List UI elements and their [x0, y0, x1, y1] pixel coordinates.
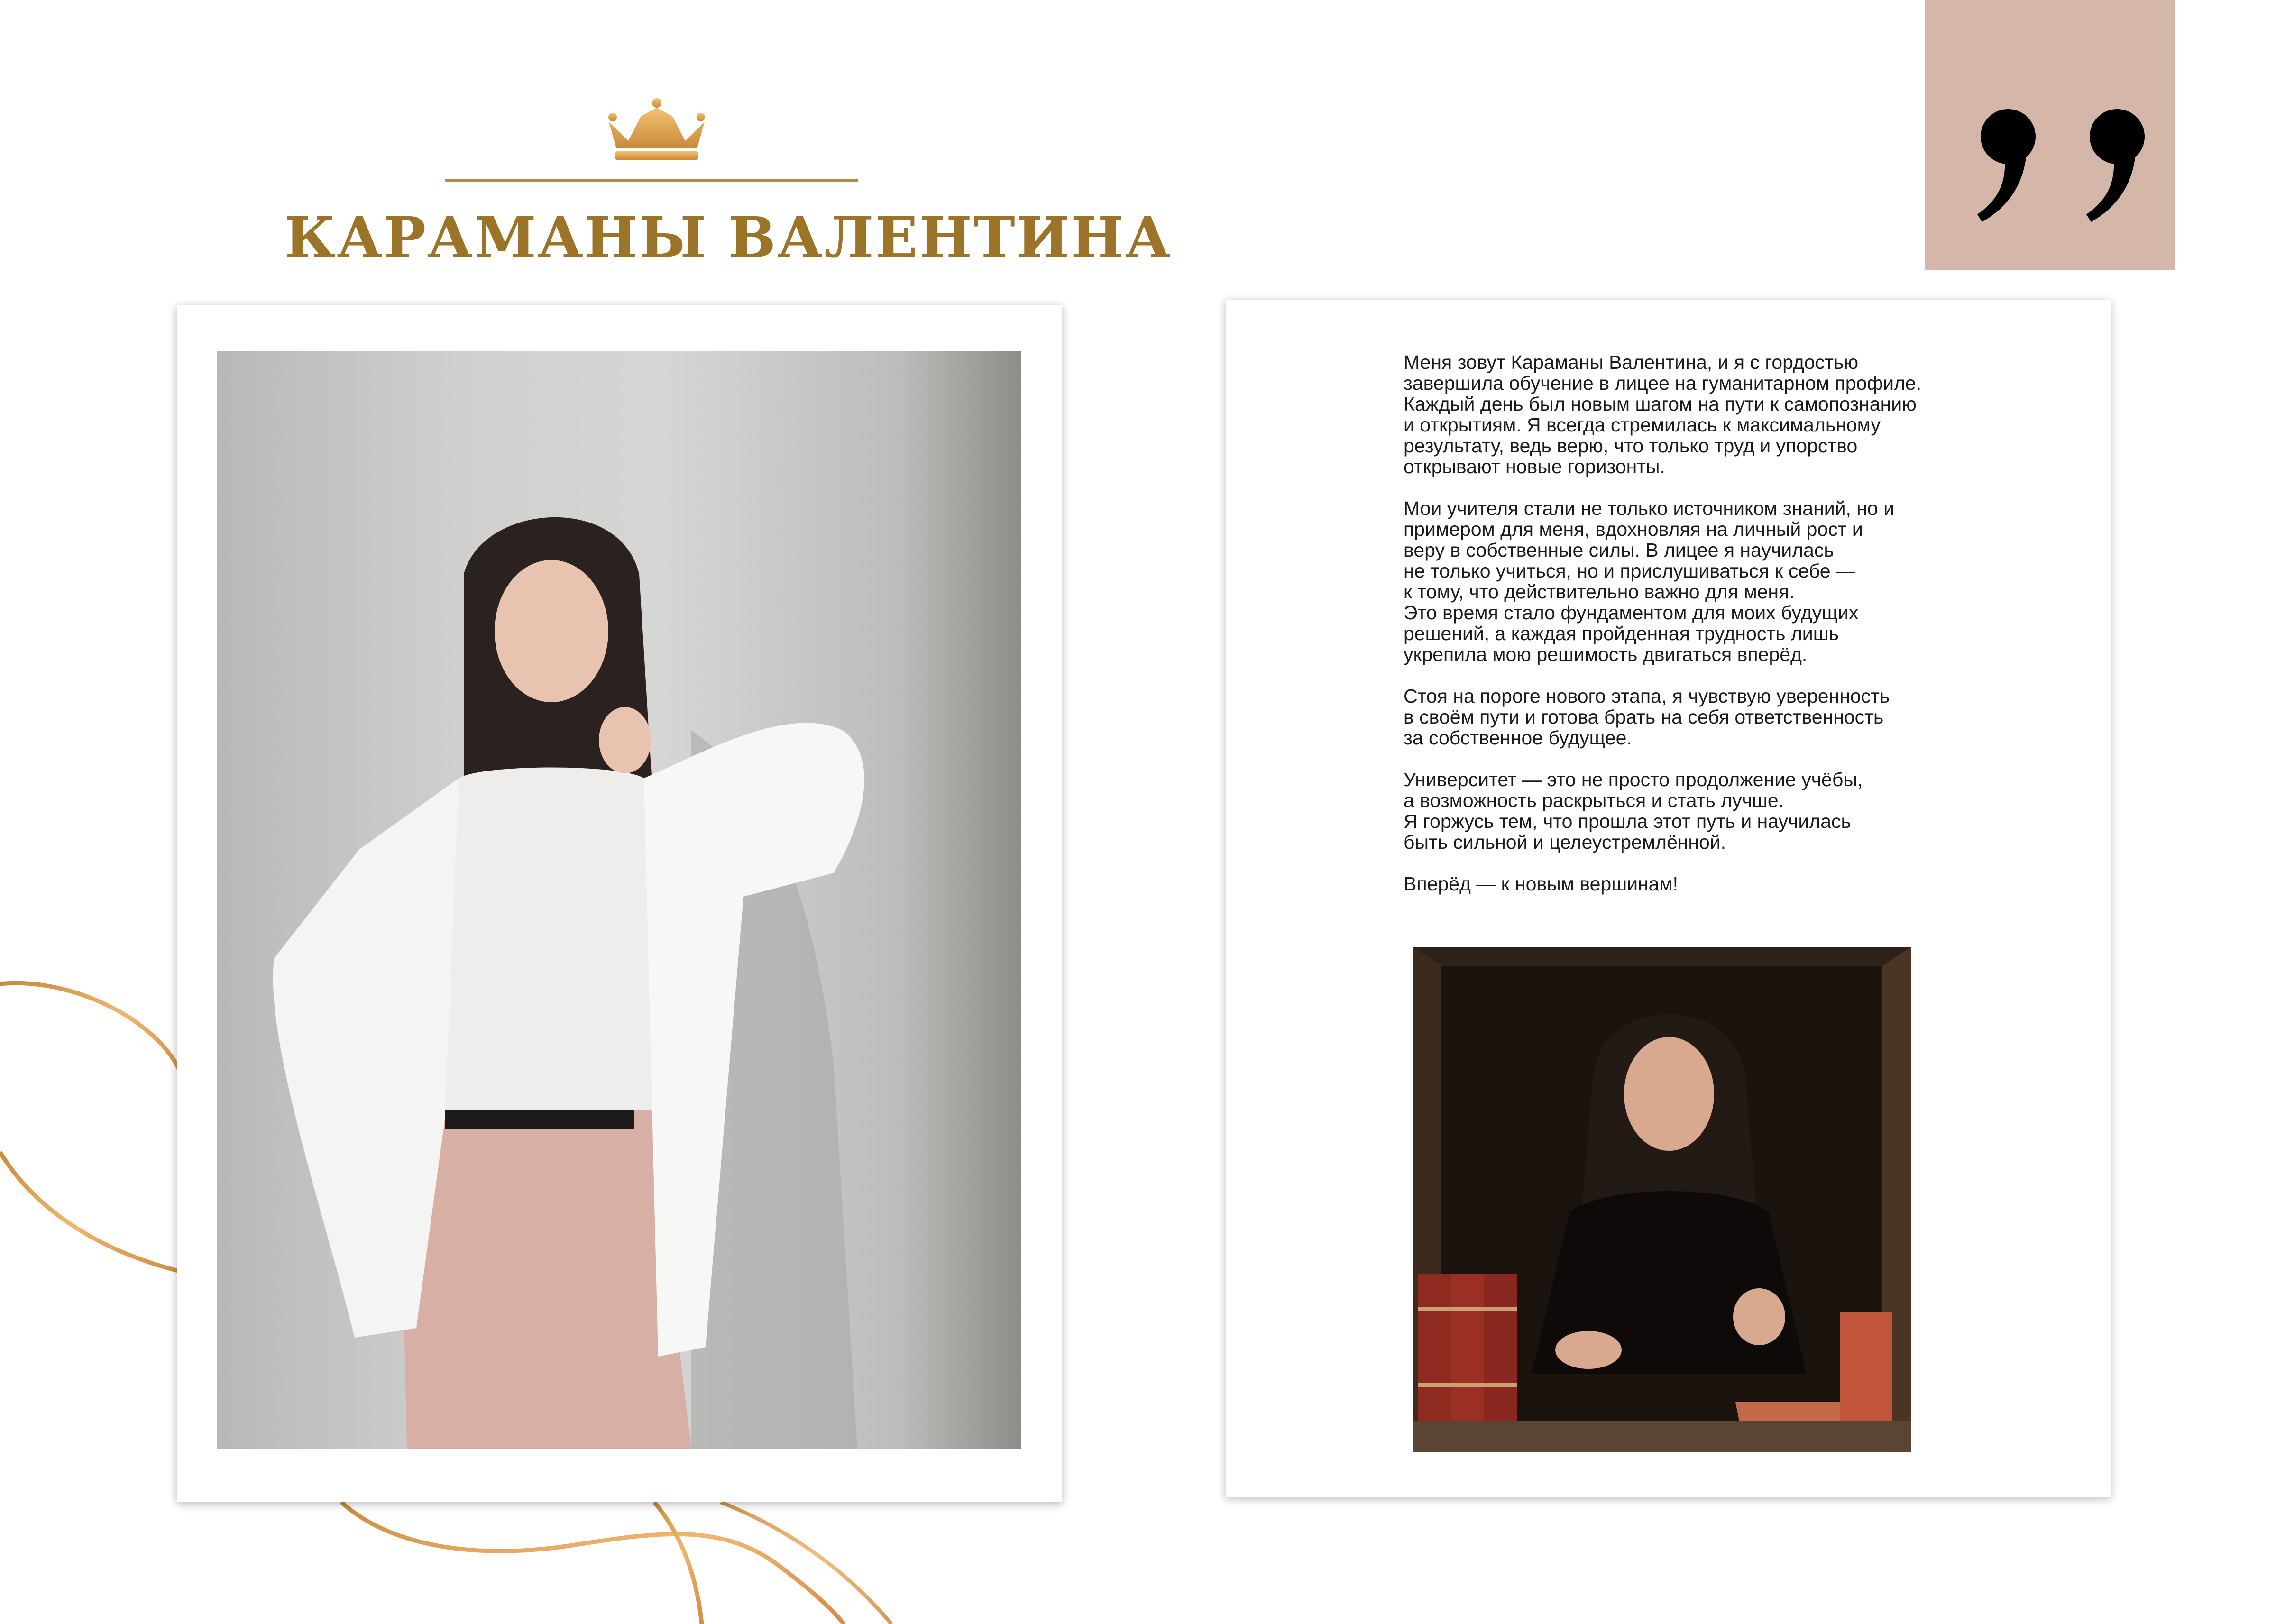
bio-paragraph: Мои учителя стали не только источником знаний, но и примером для меня, вдохновляя на личный рост и веру в собственные силы. В лицее я научилась не только учиться, но и прислушиваться к себе — к тому, что действительно важно для меня. Это время стало фундаментом для моих будущих решений, а каждая пройденная трудность лишь укрепила мою решимость двигаться вперёд. [1404, 497, 1895, 665]
bio-paragraph: Вперёд — к новым вершинам! [1404, 873, 1679, 895]
portrait-card [177, 305, 1062, 1502]
bio-paragraph: Меня зовут Караманы Валентина, и я с гордостью завершила обучение в лицее на гуманитарном профиле. Каждый день был новым шагом на пути к самопознанию и открытиям. Я всегда стремилась к максимальному результату, ведь верю, что только труд и упорство открывают новые горизонты. [1404, 351, 1922, 477]
bio-card [1226, 300, 2111, 1497]
bio-text [1404, 352, 2091, 915]
page-title: КАРАМАНЫ ВАЛЕНТИНА [284, 204, 1172, 270]
quote-marks-icon [1925, 0, 2175, 270]
bio-paragraph: Университет — это не просто продолжение учёбы, а возможность раскрыться и стать лучше. Я горжусь тем, что прошла этот путь и научилась быть сильной и целеустремлённой. [1404, 769, 1863, 853]
bio-paragraph: Стоя на пороге нового этапа, я чувствую уверенность в своём пути и готова брать на себя ответственность за собственное будущее. [1404, 685, 1890, 749]
portrait-photo [217, 351, 1021, 1449]
title-rule [445, 179, 858, 182]
crown-icon [602, 97, 711, 161]
quote-block [1925, 0, 2175, 270]
box-photo [1413, 947, 1911, 1452]
